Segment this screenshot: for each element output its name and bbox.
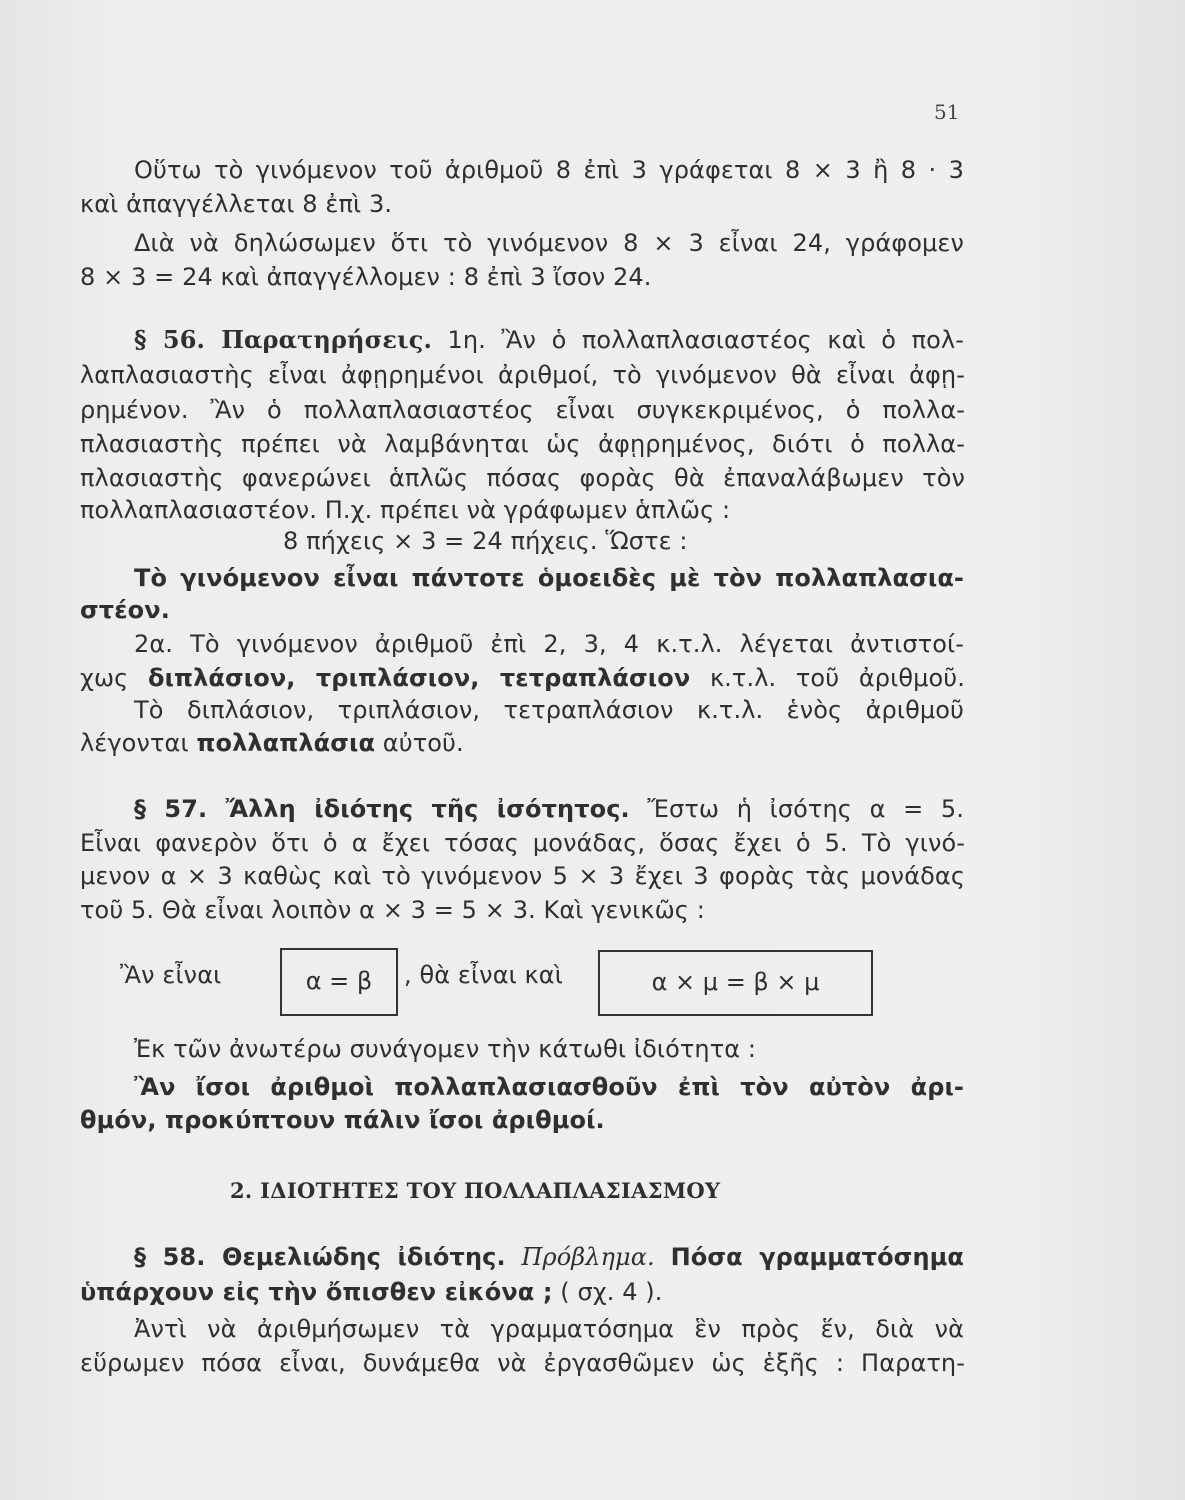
paragraph-56-first-line	[134, 323, 964, 357]
paragraph-58-first-line	[134, 1240, 964, 1274]
figure-reference: ( σχ. 4 ).	[560, 1278, 663, 1306]
equation-box-product: α × μ = β × μ	[598, 950, 873, 1016]
section-heading-57: § 57. Ἄλλη ἰδιότης τῆς ἰσότητος.	[134, 795, 630, 823]
text-line: Διὰ νὰ δηλώσωμεν ὅτι τὸ γινόμενον 8 × 3 εἶναι 24, γράφομεν	[134, 229, 964, 257]
rule-if-label: Ἂν εἶναι	[120, 961, 222, 989]
bold-rule-line: θμόν, προκύπτουν πάλιν ἴσοι ἀριθμοί.	[80, 1106, 605, 1134]
text-span: Ἔστω ἡ ἰσότης α = 5.	[647, 795, 965, 823]
bold-rule-line: Ἂν ἴσοι ἀριθμοὶ πολλαπλασιασθοῦν ἐπὶ τὸν αὐτὸν ἀρι-	[134, 1073, 964, 1101]
text-line: εὕρωμεν πόσα εἶναι, δυνάμεθα νὰ ἐργασθῶμεν ὡς ἑξῆς : Παρατη-	[80, 1349, 965, 1377]
text-line: 8 × 3 = 24 καὶ ἀπαγγέλλομεν : 8 ἐπὶ 3 ἴσον 24.	[80, 263, 652, 291]
bold-question: Πόσα γραμματόσημα	[670, 1243, 964, 1271]
text-line: καὶ ἀπαγγέλλεται 8 ἐπὶ 3.	[80, 190, 393, 218]
page-number: 51	[934, 100, 960, 124]
bold-term: διπλάσιον, τριπλάσιον, τετραπλάσιον	[148, 664, 691, 692]
text-span: κ.τ.λ. τοῦ ἀριθμοῦ.	[709, 664, 965, 692]
text-line: Εἶναι φανερὸν ὅτι ὁ α ἔχει τόσας μονάδας, ὅσας ἔχει ὁ 5. Τὸ γινό-	[80, 829, 965, 857]
example-line: 8 πήχεις × 3 = 24 πήχεις. Ὥστε :	[283, 527, 688, 555]
text-span: λέγονται	[80, 729, 189, 757]
text-line: πλασιαστὴς πρέπει νὰ λαμβάνηται ὡς ἀφῃρημένος, διότι ὁ πολλα-	[80, 430, 965, 458]
remark-2-line	[80, 661, 965, 695]
equation-box-a-equals-b: α = β	[280, 948, 398, 1016]
text-line: Ἐκ τῶν ἀνωτέρω συνάγομεν τὴν κάτωθι ἰδιότητα :	[134, 1035, 757, 1063]
bold-rule-line: Τὸ γινόμενον εἶναι πάντοτε ὁμοειδὲς μὲ τὸν πολλαπλασια-	[134, 564, 964, 592]
bold-question: ὑπάρχουν εἰς τὴν ὄπισθεν εἰκόνα ;	[80, 1278, 553, 1306]
text-line: τοῦ 5. Θὰ εἶναι λοιπὸν α × 3 = 5 × 3. Καὶ γενικῶς :	[80, 896, 705, 924]
problem-label: Πρόβλημα.	[521, 1243, 655, 1271]
text-line: Οὕτω τὸ γινόμενον τοῦ ἀριθμοῦ 8 ἐπὶ 3 γράφεται 8 × 3 ἢ 8 · 3	[134, 156, 964, 184]
section-heading-58: § 58. Θεμελιώδης ἰδιότης.	[134, 1243, 506, 1271]
section-title: 2. ΙΔΙΟΤΗΤΕΣ ΤΟΥ ΠΟΛΛΑΠΛΑΣΙΑΣΜΟΥ	[230, 1178, 721, 1203]
text-line: ρημένον. Ἂν ὁ πολλαπλασιαστέος εἶναι συγκεκριμένος, ὁ πολλα-	[80, 396, 965, 424]
text-line: πολλαπλασιαστέον. Π.χ. πρέπει νὰ γράφωμεν ἁπλῶς :	[80, 496, 731, 524]
text-line: μενον α × 3 καθὼς καὶ τὸ γινόμενον 5 × 3 ἔχει 3 φορὰς τὰς μονάδας	[80, 862, 965, 890]
bold-term: πολλαπλάσια	[196, 729, 376, 757]
rule-then-label: , θὰ εἶναι καὶ	[404, 961, 563, 989]
text-span: 1η. Ἂν ὁ πολλαπλασιαστέος καὶ ὁ πολ-	[447, 326, 964, 354]
text-line: Τὸ διπλάσιον, τριπλάσιον, τετραπλάσιον κ.τ.λ. ἑνὸς ἀριθμοῦ	[134, 696, 964, 724]
text-line: 2α. Τὸ γινόμενον ἀριθμοῦ ἐπὶ 2, 3, 4 κ.τ.λ. λέγεται ἀντιστοί-	[134, 630, 964, 658]
text-line: Ἀντὶ νὰ ἀριθμήσωμεν τὰ γραμματόσημα ἓν πρὸς ἕν, διὰ νὰ	[134, 1315, 964, 1343]
bold-rule-line: στέον.	[80, 596, 170, 624]
section-heading-56: § 56. Παρατηρήσεις.	[134, 325, 432, 354]
text-span: χως	[80, 664, 129, 692]
text-line: πλασιαστὴς φανερώνει ἁπλῶς πόσας φορὰς θὰ ἐπαναλάβωμεν τὸν	[80, 464, 965, 492]
remark-2-last-line	[80, 726, 965, 760]
text-span: αὐτοῦ.	[382, 729, 464, 757]
text-line: λαπλασιαστὴς εἶναι ἀφῃρημένοι ἀριθμοί, τὸ γινόμενον θὰ εἶναι ἀφῃ-	[80, 361, 965, 389]
paragraph-57-first-line	[134, 792, 964, 826]
question-line	[80, 1275, 965, 1309]
